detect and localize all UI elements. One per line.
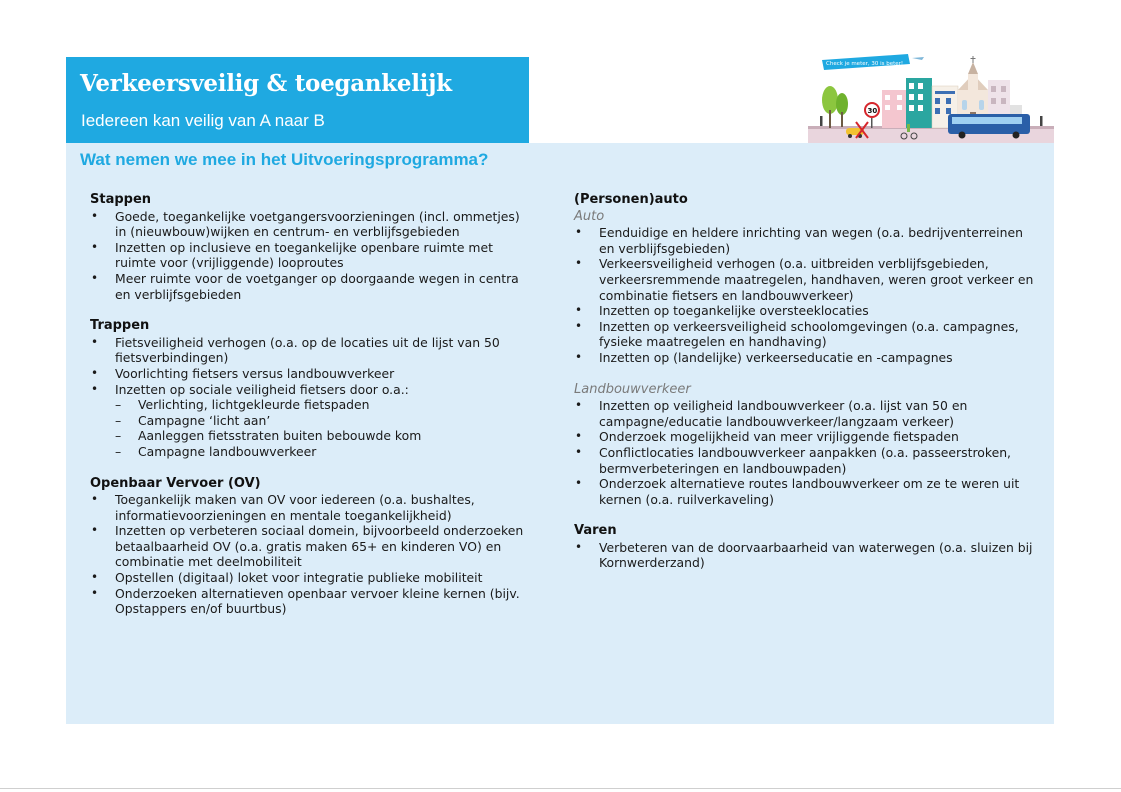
group-ov <box>90 476 530 617</box>
group-subtitle-auto: Auto <box>574 208 605 224</box>
group-title-stappen: Stappen <box>90 192 152 207</box>
list-item: • Inzetten op verbeteren sociaal domein, bijvoorbeeld onderzoeken betaalbaarheid OV (o.a. gratis maken 65+ en kinderen VO) en combinatie met deelmobiliteit <box>90 523 530 570</box>
group-auto <box>574 192 1034 366</box>
list-item: • Fietsveiligheid verhogen (o.a. op de locaties uit de lijst van 50 fietsverbindingen) <box>90 335 530 366</box>
sub-list-item: – Campagne ‘licht aan’ <box>90 413 530 429</box>
group-subtitle-landbouw: Landbouwverkeer <box>574 381 691 397</box>
group-title-trappen: Trappen <box>90 318 150 334</box>
speed-sign-text: 30 <box>867 107 878 115</box>
left-column <box>90 192 530 633</box>
list-item: • Inzetten op toegankelijke oversteeklocaties <box>574 303 1034 319</box>
page-title: Verkeersveilig & toegankelijk <box>80 70 452 97</box>
list-item: • Onderzoeken alternatieven openbaar vervoer kleine kernen (bijv. Opstappers en/of buurtbus) <box>90 586 530 617</box>
group-landbouw <box>574 382 1034 508</box>
section-heading: Wat nemen we mee in het Uitvoeringsprogramma? <box>80 150 489 169</box>
list-item: • Inzetten op sociale veiligheid fietsers door o.a.: <box>90 382 530 398</box>
list-auto <box>574 225 1034 365</box>
sub-list-item: – Aanleggen fietsstraten buiten bebouwde kom <box>90 428 530 444</box>
town-illustration <box>808 50 1054 143</box>
list-item: • Inzetten op veiligheid landbouwverkeer (o.a. lijst van 50 en campagne/educatie landbouwverkeer/langzaam verkeer) <box>574 398 1034 429</box>
banner-text: Check je meter, 30 is beter! <box>826 61 904 67</box>
sublist-trappen <box>90 397 530 459</box>
list-item: • Verbeteren van de doorvaarbaarheid van waterwegen (o.a. sluizen bij Kornwerderzand) <box>574 540 1034 571</box>
list-item: • Eenduidige en heldere inrichting van wegen (o.a. bedrijventerreinen en verblijfsgebieden) <box>574 225 1034 256</box>
sub-list-item: – Campagne landbouwverkeer <box>90 444 530 460</box>
list-item: • Verkeersveiligheid verhogen (o.a. uitbreiden verblijfsgebieden, verkeersremmende maatregelen, handhaven, weren groot verkeer en combinatie fietsers en landbouwverkeer) <box>574 256 1034 303</box>
group-title-ov: Openbaar Vervoer (OV) <box>90 475 261 491</box>
list-item: • Inzetten op inclusieve en toegankelijke openbare ruimte met ruimte voor (vrijliggende) looproutes <box>90 240 530 271</box>
list-item: • Meer ruimte voor de voetganger op doorgaande wegen in centra en verblijfsgebieden <box>90 271 530 302</box>
bottom-divider <box>0 788 1121 789</box>
group-stappen <box>90 192 530 302</box>
list-item: • Conflictlocaties landbouwverkeer aanpakken (o.a. passeerstroken, bermverbeteringen en landbouwpaden) <box>574 445 1034 476</box>
list-item: • Inzetten op (landelijke) verkeerseducatie en -campagnes <box>574 350 1034 366</box>
list-stappen <box>90 209 530 303</box>
group-title-varen: Varen <box>574 523 617 539</box>
right-column <box>574 192 1034 587</box>
list-item: • Onderzoek alternatieve routes landbouwverkeer om ze te weren uit kernen (o.a. ruilverkaveling) <box>574 476 1034 507</box>
list-landbouw <box>574 398 1034 507</box>
list-ov <box>90 492 530 617</box>
page-subtitle: Iedereen kan veilig van A naar B <box>81 111 325 130</box>
list-item: • Toegankelijk maken van OV voor iedereen (o.a. bushaltes, informatievoorzieningen en mentale toegankelijkheid) <box>90 492 530 523</box>
list-varen <box>574 540 1034 571</box>
list-trappen <box>90 335 530 397</box>
group-varen <box>574 523 1034 571</box>
group-title-auto: (Personen)auto <box>574 192 688 207</box>
list-item: • Voorlichting fietsers versus landbouwverkeer <box>90 366 530 382</box>
list-item: • Goede, toegankelijke voetgangersvoorzieningen (incl. ommetjes) in (nieuwbouw)wijken en centrum- en verblijfsgebieden <box>90 209 530 240</box>
list-item: • Opstellen (digitaal) loket voor integratie publieke mobiliteit <box>90 570 530 586</box>
sub-list-item: – Verlichting, lichtgekleurde fietspaden <box>90 397 530 413</box>
list-item: • Inzetten op verkeersveiligheid schoolomgevingen (o.a. campagnes, fysieke maatregelen en handhaving) <box>574 319 1034 350</box>
group-trappen <box>90 318 530 459</box>
list-item: • Onderzoek mogelijkheid van meer vrijliggende fietspaden <box>574 429 1034 445</box>
